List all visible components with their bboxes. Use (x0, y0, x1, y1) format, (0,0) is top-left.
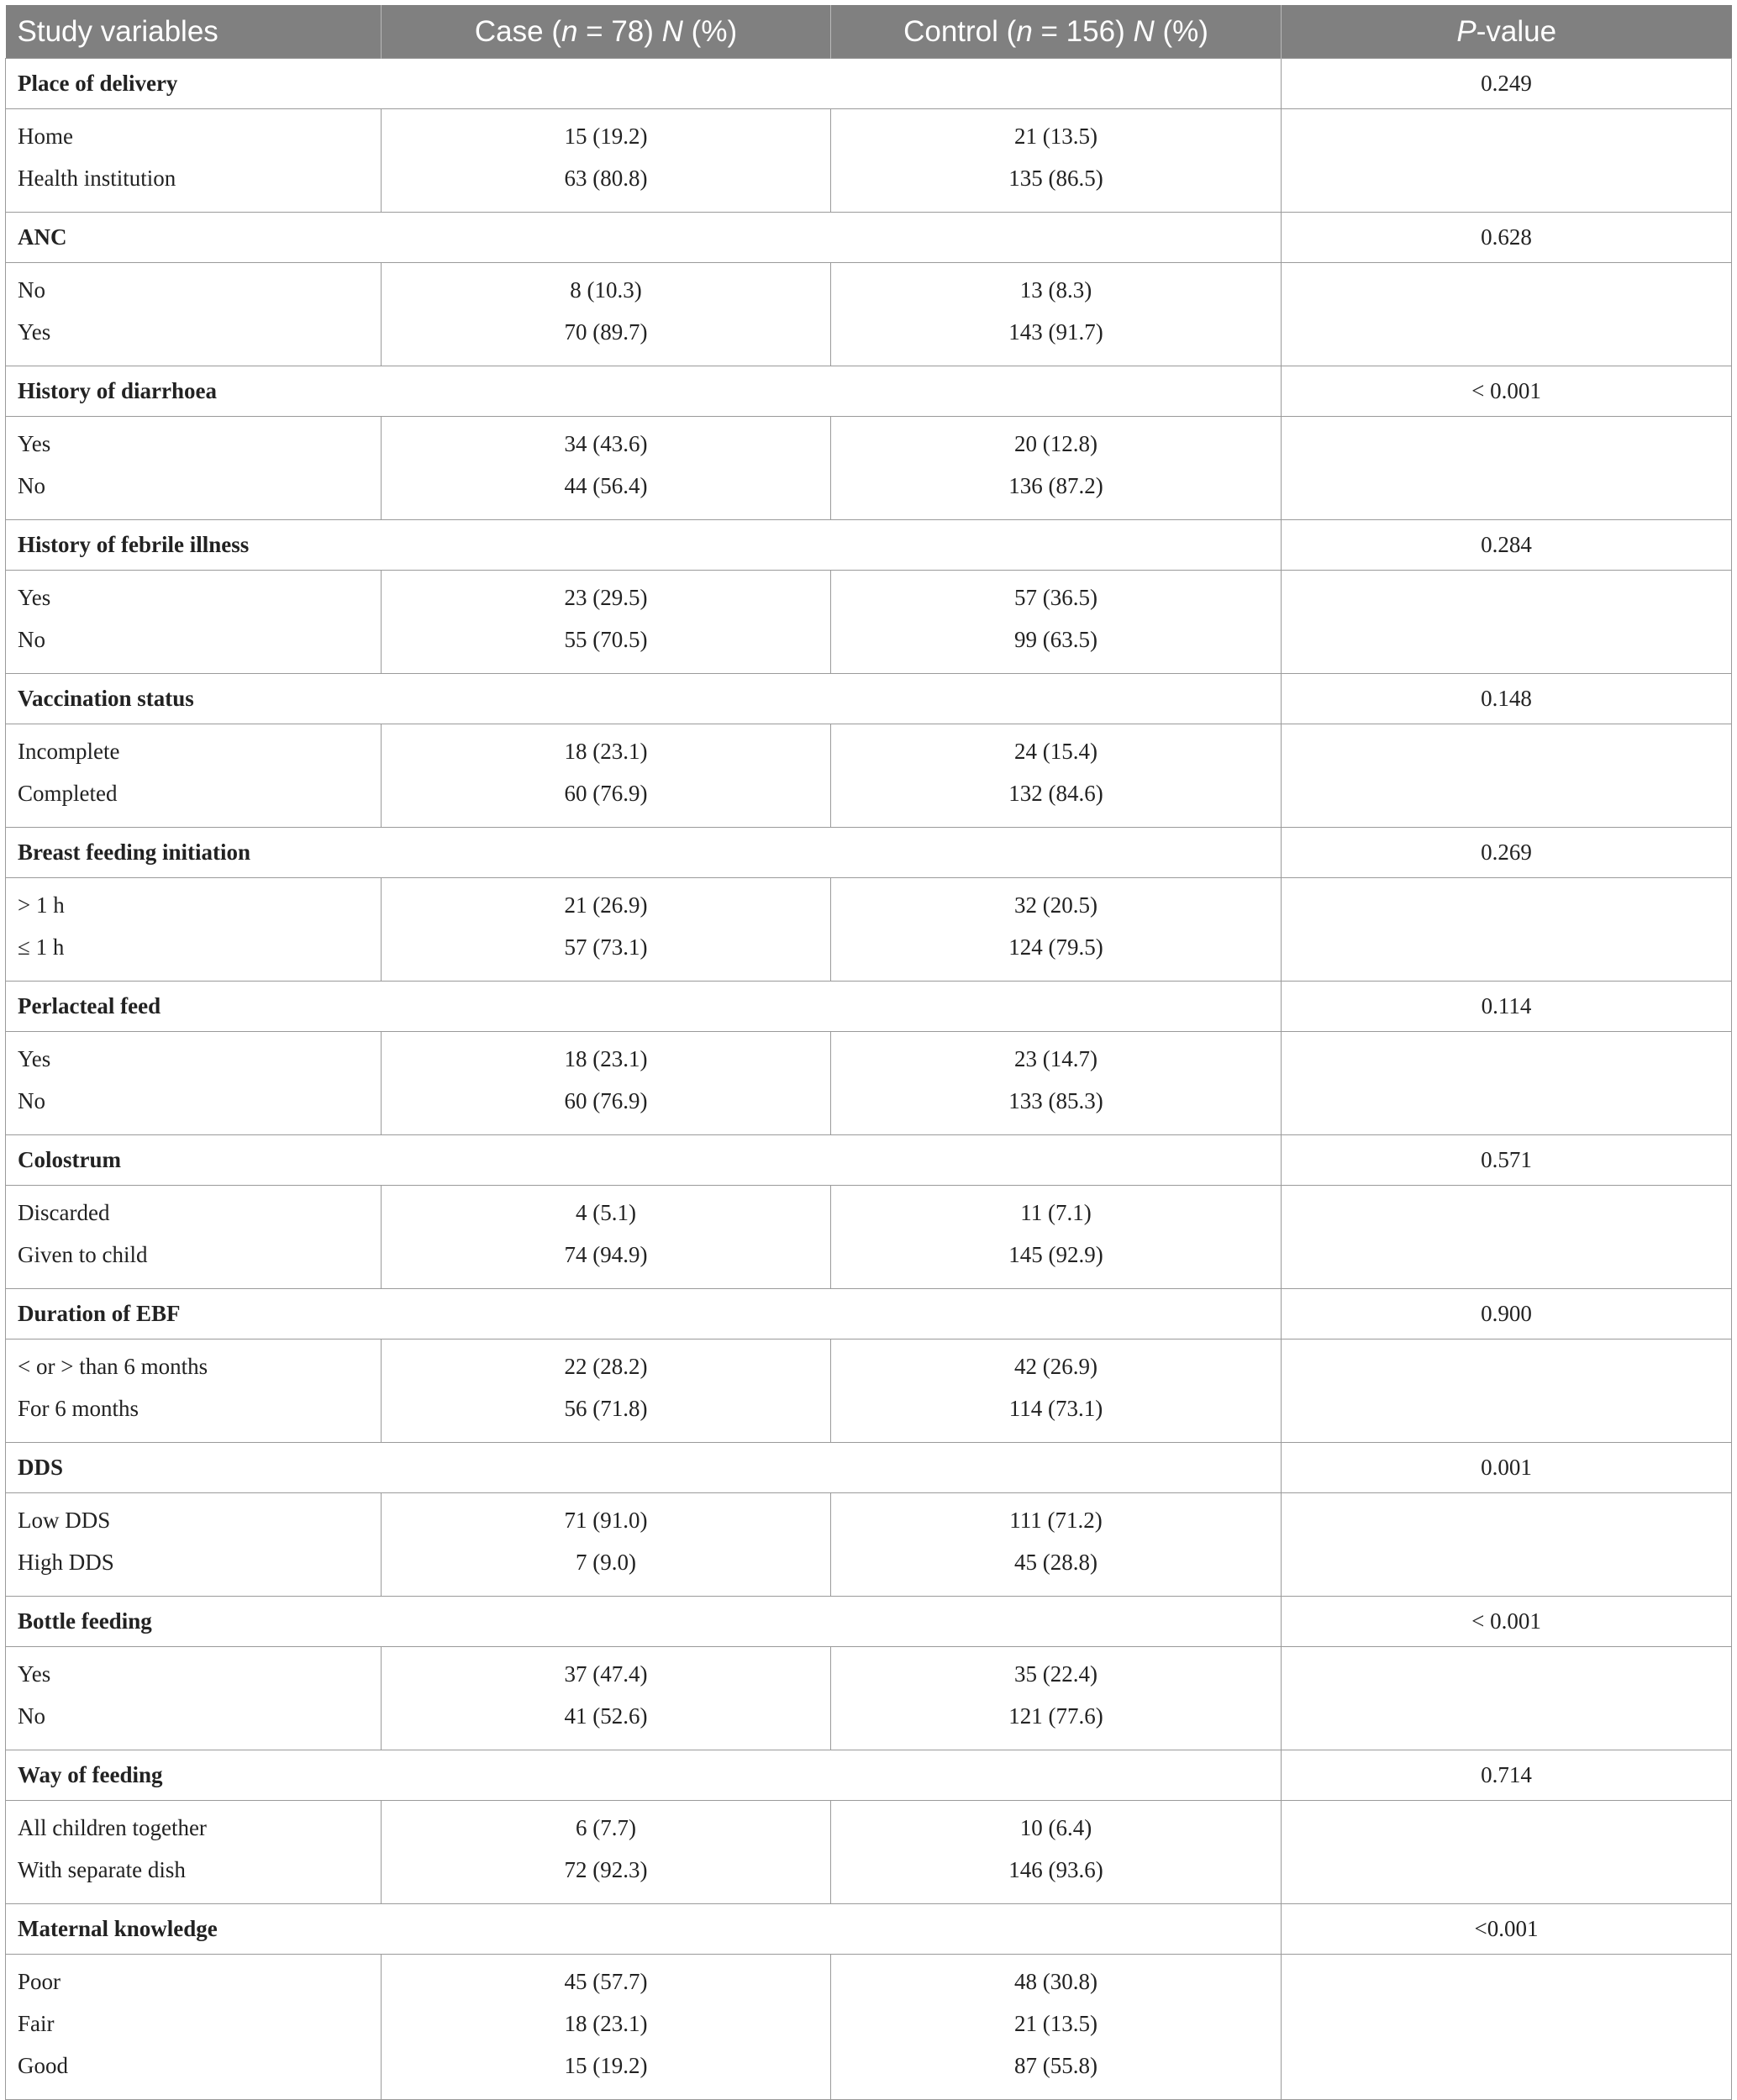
group-p-value: < 0.001 (1282, 1597, 1732, 1647)
category-label: Incomplete (18, 739, 120, 764)
control-cell (831, 1801, 1282, 1904)
category-label: Yes (18, 585, 51, 610)
header-case-N: N (661, 14, 683, 48)
case-cell (382, 1493, 831, 1597)
group-row (6, 982, 1732, 1032)
control-cell (831, 417, 1282, 520)
group-label: Way of feeding (6, 1750, 1282, 1801)
table-header-row (6, 5, 1732, 59)
case-cell (382, 571, 831, 674)
category-label: Poor (18, 1969, 61, 1994)
category-cell (6, 724, 382, 828)
control-cell (831, 878, 1282, 982)
case-value: 23 (29.5) (564, 585, 648, 610)
group-p-value: 0.269 (1282, 828, 1732, 878)
header-case (382, 5, 831, 59)
header-p-post: -value (1476, 14, 1557, 48)
control-value: 11 (7.1) (1020, 1200, 1092, 1225)
header-control-mid: = 156) (1032, 14, 1134, 48)
case-value: 57 (73.1) (564, 934, 648, 960)
p-empty-cell (1282, 878, 1732, 982)
group-p-value: < 0.001 (1282, 366, 1732, 417)
group-row (6, 1135, 1732, 1186)
case-value: 70 (89.7) (564, 319, 648, 345)
p-empty-cell (1282, 1339, 1732, 1443)
category-label: All children together (18, 1815, 207, 1840)
control-value: 121 (77.6) (1008, 1703, 1103, 1729)
category-label: > 1 h (18, 892, 65, 918)
case-cell (382, 1955, 831, 2100)
category-label: Health institution (18, 166, 176, 191)
control-value: 21 (13.5) (1014, 124, 1097, 149)
subrow-block (6, 417, 1732, 520)
control-cell (831, 1339, 1282, 1443)
control-value: 145 (92.9) (1008, 1242, 1103, 1267)
subrow-block (6, 878, 1732, 982)
control-cell (831, 1493, 1282, 1597)
category-cell (6, 1339, 382, 1443)
group-p-value: 0.900 (1282, 1289, 1732, 1339)
case-value: 22 (28.2) (564, 1354, 648, 1379)
case-value: 74 (94.9) (564, 1242, 648, 1267)
case-value: 15 (19.2) (564, 124, 648, 149)
category-label: ≤ 1 h (18, 934, 65, 960)
category-cell (6, 1186, 382, 1289)
category-label: Completed (18, 781, 118, 806)
p-empty-cell (1282, 109, 1732, 213)
group-row (6, 59, 1732, 109)
group-row (6, 828, 1732, 878)
case-cell (382, 109, 831, 213)
control-value: 10 (6.4) (1019, 1815, 1092, 1840)
group-p-value: 0.571 (1282, 1135, 1732, 1186)
case-value: 34 (43.6) (564, 431, 648, 456)
group-label: Maternal knowledge (6, 1904, 1282, 1955)
case-cell (382, 1647, 831, 1750)
group-p-value: 0.714 (1282, 1750, 1732, 1801)
p-empty-cell (1282, 724, 1732, 828)
category-label: No (18, 627, 45, 652)
case-value: 44 (56.4) (564, 473, 648, 498)
control-value: 146 (93.6) (1008, 1857, 1103, 1882)
category-label: With separate dish (18, 1857, 186, 1882)
control-value: 32 (20.5) (1014, 892, 1097, 918)
case-cell (382, 878, 831, 982)
control-value: 111 (71.2) (1009, 1508, 1103, 1533)
category-label: Home (18, 124, 73, 149)
control-cell (831, 571, 1282, 674)
control-cell (831, 1032, 1282, 1135)
group-p-value: 0.249 (1282, 59, 1732, 109)
control-value: 124 (79.5) (1008, 934, 1103, 960)
category-label: Yes (18, 431, 51, 456)
control-value: 135 (86.5) (1008, 166, 1103, 191)
control-value: 132 (84.6) (1008, 781, 1103, 806)
group-label: Colostrum (6, 1135, 1282, 1186)
control-cell (831, 1955, 1282, 2100)
category-label: Discarded (18, 1200, 110, 1225)
p-empty-cell (1282, 1955, 1732, 2100)
control-cell (831, 109, 1282, 213)
control-value: 136 (87.2) (1008, 473, 1103, 498)
control-cell (831, 263, 1282, 366)
category-label: Low DDS (18, 1508, 111, 1533)
category-label: Given to child (18, 1242, 148, 1267)
case-value: 21 (26.9) (564, 892, 648, 918)
control-value: 48 (30.8) (1014, 1969, 1097, 1994)
control-cell (831, 1647, 1282, 1750)
group-p-value: <0.001 (1282, 1904, 1732, 1955)
group-p-value: 0.628 (1282, 213, 1732, 263)
category-label: Fair (18, 2011, 55, 2036)
case-cell (382, 1186, 831, 1289)
case-cell (382, 724, 831, 828)
category-cell (6, 571, 382, 674)
subrow-block (6, 1339, 1732, 1443)
header-study-variables-text: Study variables (17, 14, 218, 48)
case-value: 18 (23.1) (564, 739, 648, 764)
header-study-variables (6, 5, 382, 59)
header-case-mid: = 78) (577, 14, 662, 48)
p-empty-cell (1282, 1032, 1732, 1135)
group-label: Perlacteal feed (6, 982, 1282, 1032)
group-label: Bottle feeding (6, 1597, 1282, 1647)
category-cell (6, 1801, 382, 1904)
group-label: Breast feeding initiation (6, 828, 1282, 878)
control-value: 133 (85.3) (1008, 1088, 1103, 1113)
case-value: 37 (47.4) (564, 1661, 648, 1687)
category-cell (6, 1955, 382, 2100)
subrow-block (6, 571, 1732, 674)
category-label: No (18, 1703, 45, 1729)
control-value: 114 (73.1) (1008, 1396, 1103, 1421)
control-value: 21 (13.5) (1014, 2011, 1097, 2036)
group-row (6, 674, 1732, 724)
subrow-block (6, 1493, 1732, 1597)
case-cell (382, 263, 831, 366)
subrow-block (6, 1647, 1732, 1750)
category-cell (6, 109, 382, 213)
group-row (6, 213, 1732, 263)
control-value: 42 (26.9) (1014, 1354, 1097, 1379)
header-p-italic: P (1456, 14, 1476, 48)
case-cell (382, 417, 831, 520)
category-cell (6, 878, 382, 982)
p-empty-cell (1282, 1647, 1732, 1750)
group-label: History of febrile illness (6, 520, 1282, 571)
category-cell (6, 263, 382, 366)
case-value: 45 (57.7) (564, 1969, 648, 1994)
case-cell (382, 1032, 831, 1135)
case-value: 18 (23.1) (564, 2011, 648, 2036)
case-value: 72 (92.3) (564, 1857, 648, 1882)
case-value: 8 (10.3) (570, 277, 642, 303)
control-value: 24 (15.4) (1014, 739, 1097, 764)
group-row (6, 1597, 1732, 1647)
header-control-post: (%) (1154, 14, 1208, 48)
case-value: 71 (91.0) (564, 1508, 648, 1533)
case-value: 56 (71.8) (564, 1396, 648, 1421)
p-empty-cell (1282, 263, 1732, 366)
group-p-value: 0.148 (1282, 674, 1732, 724)
header-control-n: n (1016, 14, 1033, 48)
p-empty-cell (1282, 417, 1732, 520)
category-label: Yes (18, 1661, 51, 1687)
category-label: Good (18, 2053, 68, 2078)
case-value: 18 (23.1) (564, 1046, 648, 1071)
case-value: 55 (70.5) (564, 627, 648, 652)
p-empty-cell (1282, 1186, 1732, 1289)
group-row (6, 1750, 1732, 1801)
group-p-value: 0.114 (1282, 982, 1732, 1032)
category-label: No (18, 277, 45, 303)
case-value: 60 (76.9) (564, 1088, 648, 1113)
control-value: 143 (91.7) (1008, 319, 1103, 345)
case-cell (382, 1801, 831, 1904)
header-control (831, 5, 1282, 59)
control-value: 99 (63.5) (1014, 627, 1097, 652)
subrow-block (6, 1955, 1732, 2100)
category-cell (6, 1493, 382, 1597)
group-label: Duration of EBF (6, 1289, 1282, 1339)
control-value: 57 (36.5) (1014, 585, 1097, 610)
subrow-block (6, 1032, 1732, 1135)
case-value: 41 (52.6) (564, 1703, 648, 1729)
header-case-n: n (561, 14, 578, 48)
case-value: 15 (19.2) (564, 2053, 648, 2078)
case-value: 4 (5.1) (576, 1200, 636, 1225)
control-value: 87 (55.8) (1014, 2053, 1097, 2078)
subrow-block (6, 724, 1732, 828)
control-value: 13 (8.3) (1019, 277, 1092, 303)
case-value: 7 (9.0) (576, 1550, 636, 1575)
control-value: 35 (22.4) (1014, 1661, 1097, 1687)
header-p-value (1282, 5, 1732, 59)
p-empty-cell (1282, 571, 1732, 674)
case-value: 6 (7.7) (576, 1815, 636, 1840)
group-label: DDS (6, 1443, 1282, 1493)
group-label: History of diarrhoea (6, 366, 1282, 417)
case-value: 60 (76.9) (564, 781, 648, 806)
group-row (6, 1443, 1732, 1493)
header-control-N: N (1133, 14, 1155, 48)
control-value: 45 (28.8) (1014, 1550, 1097, 1575)
control-cell (831, 724, 1282, 828)
study-variables-table (5, 5, 1732, 2100)
subrow-block (6, 1801, 1732, 1904)
p-empty-cell (1282, 1493, 1732, 1597)
control-cell (831, 1186, 1282, 1289)
case-cell (382, 1339, 831, 1443)
group-row (6, 1289, 1732, 1339)
category-label: No (18, 473, 45, 498)
control-value: 20 (12.8) (1014, 431, 1097, 456)
group-row (6, 366, 1732, 417)
header-control-pre: Control ( (903, 14, 1017, 48)
category-label: Yes (18, 319, 51, 345)
category-label: High DDS (18, 1550, 114, 1575)
category-label: No (18, 1088, 45, 1113)
group-label: Vaccination status (6, 674, 1282, 724)
subrow-block (6, 109, 1732, 213)
category-cell (6, 1032, 382, 1135)
category-cell (6, 417, 382, 520)
group-p-value: 0.001 (1282, 1443, 1732, 1493)
header-case-pre: Case ( (474, 14, 561, 48)
category-label: < or > than 6 months (18, 1354, 208, 1379)
group-label: Place of delivery (6, 59, 1282, 109)
p-empty-cell (1282, 1801, 1732, 1904)
case-value: 63 (80.8) (564, 166, 648, 191)
group-row (6, 520, 1732, 571)
subrow-block (6, 263, 1732, 366)
group-p-value: 0.284 (1282, 520, 1732, 571)
group-label: ANC (6, 213, 1282, 263)
header-case-post: (%) (682, 14, 738, 48)
category-label: Yes (18, 1046, 51, 1071)
subrow-block (6, 1186, 1732, 1289)
control-value: 23 (14.7) (1014, 1046, 1097, 1071)
table-body (6, 59, 1732, 2100)
group-row (6, 1904, 1732, 1955)
category-cell (6, 1647, 382, 1750)
category-label: For 6 months (18, 1396, 139, 1421)
